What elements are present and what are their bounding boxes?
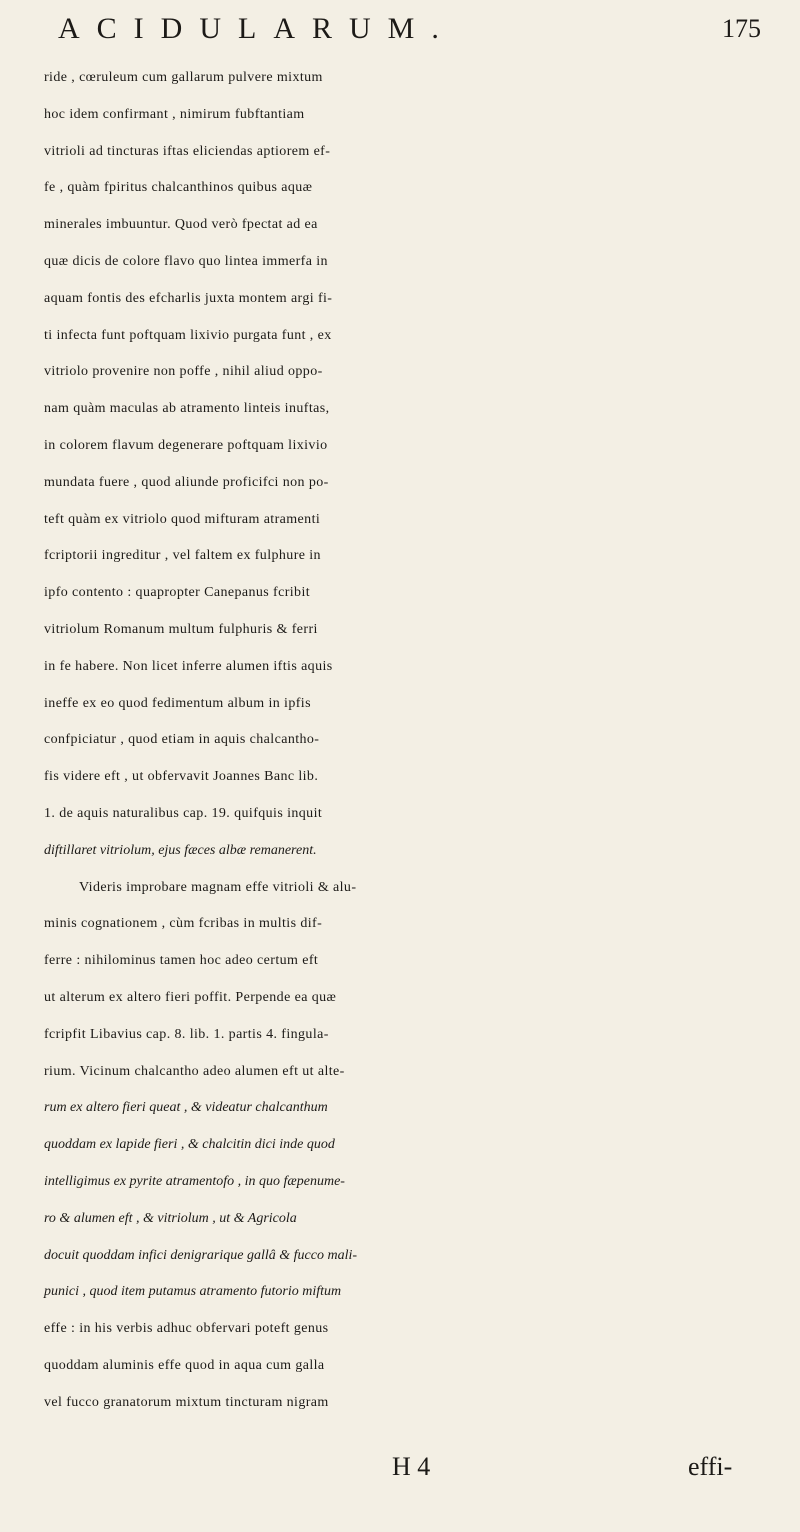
text-line: diftillaret vitriolum, ejus fæces albæ remanerent.: [44, 842, 317, 858]
body-text: [44, 60, 792, 1421]
running-head: [0, 4, 800, 60]
text-line: punici , quod item putamus atramento futorio miftum: [44, 1284, 342, 1300]
text-line: confpiciatur , quod etiam in aquis chalcantho-: [44, 732, 320, 748]
text-line: minerales imbuuntur. Quod verò fpectat ad ea: [44, 217, 318, 233]
text-line: rum ex altero fieri queat , & videatur chalcanthum: [44, 1100, 328, 1116]
text-line: quoddam aluminis effe quod in aqua cum galla: [44, 1357, 325, 1373]
text-line: ti infecta funt poftquam lixivio purgata funt , ex: [44, 327, 332, 343]
text-line: Videris improbare magnam effe vitrioli & alu-: [79, 879, 357, 895]
text-line: quoddam ex lapide fieri , & chalcitin dici inde quod: [44, 1137, 335, 1153]
text-line: effe : in his verbis adhuc obfervari poteft genus: [44, 1321, 329, 1337]
text-line: 1. de aquis naturalibus cap. 19. quifquis inquit: [44, 805, 323, 821]
text-line: aquam fontis des efcharlis juxta montem argi fi-: [44, 290, 333, 306]
text-line: ipfo contento : quapropter Canepanus fcribit: [44, 585, 311, 601]
text-line: fe , quàm fpiritus chalcanthinos quibus aquæ: [44, 180, 313, 196]
page-number: 175: [722, 14, 761, 43]
text-line: vel fucco granatorum mixtum tincturam nigram: [44, 1394, 329, 1410]
signature-mark: H 4: [392, 1452, 431, 1481]
catchword: effi-: [688, 1452, 733, 1481]
text-line: ride , cœruleum cum gallarum pulvere mixtum: [44, 70, 323, 85]
text-line: docuit quoddam infici denigrarique gallâ & fucco mali-: [44, 1247, 358, 1263]
text-line: ro & alumen eft , & vitriolum , ut & Agricola: [44, 1210, 297, 1226]
text-line: in fe habere. Non licet inferre alumen iftis aquis: [44, 658, 333, 674]
text-line: ut alterum ex altero fieri poffit. Perpende ea quæ: [44, 989, 337, 1005]
text-line: quæ dicis de colore flavo quo lintea immerfa in: [44, 253, 328, 269]
text-line: mundata fuere , quod aliunde proficifci non po-: [44, 474, 329, 490]
text-line: teft quàm ex vitriolo quod mifturam atramenti: [44, 511, 321, 527]
running-title: ACIDULARUM.: [58, 12, 456, 45]
text-line: minis cognationem , cùm fcribas in multis dif-: [44, 916, 323, 932]
text-line: in colorem flavum degenerare poftquam lixivio: [44, 437, 328, 453]
text-line: intelligimus ex pyrite atramentofo , in quo fæpenume-: [44, 1173, 345, 1189]
text-line: vitriolo provenire non poffe , nihil aliud oppo-: [44, 364, 323, 380]
text-line: fcripfit Libavius cap. 8. lib. 1. partis 4. fingula-: [44, 1026, 329, 1042]
text-line: rium. Vicinum chalcantho adeo alumen eft ut alte-: [44, 1063, 345, 1079]
text-line: fis videre eft , ut obfervavit Joannes Banc lib.: [44, 769, 319, 785]
text-line: ineffe ex eo quod fedimentum album in ipfis: [44, 695, 311, 711]
text-line: fcriptorii ingreditur , vel faltem ex fulphure in: [44, 548, 321, 564]
text-line: nam quàm maculas ab atramento linteis inuftas,: [44, 401, 330, 417]
text-line: vitrioli ad tincturas iftas eliciendas aptiorem ef-: [44, 143, 331, 159]
text-line: ferre : nihilominus tamen hoc adeo certum eft: [44, 953, 319, 969]
text-line: hoc idem confirmant , nimirum fubftantiam: [44, 106, 305, 122]
text-line: vitriolum Romanum multum fulphuris & ferri: [44, 621, 318, 637]
